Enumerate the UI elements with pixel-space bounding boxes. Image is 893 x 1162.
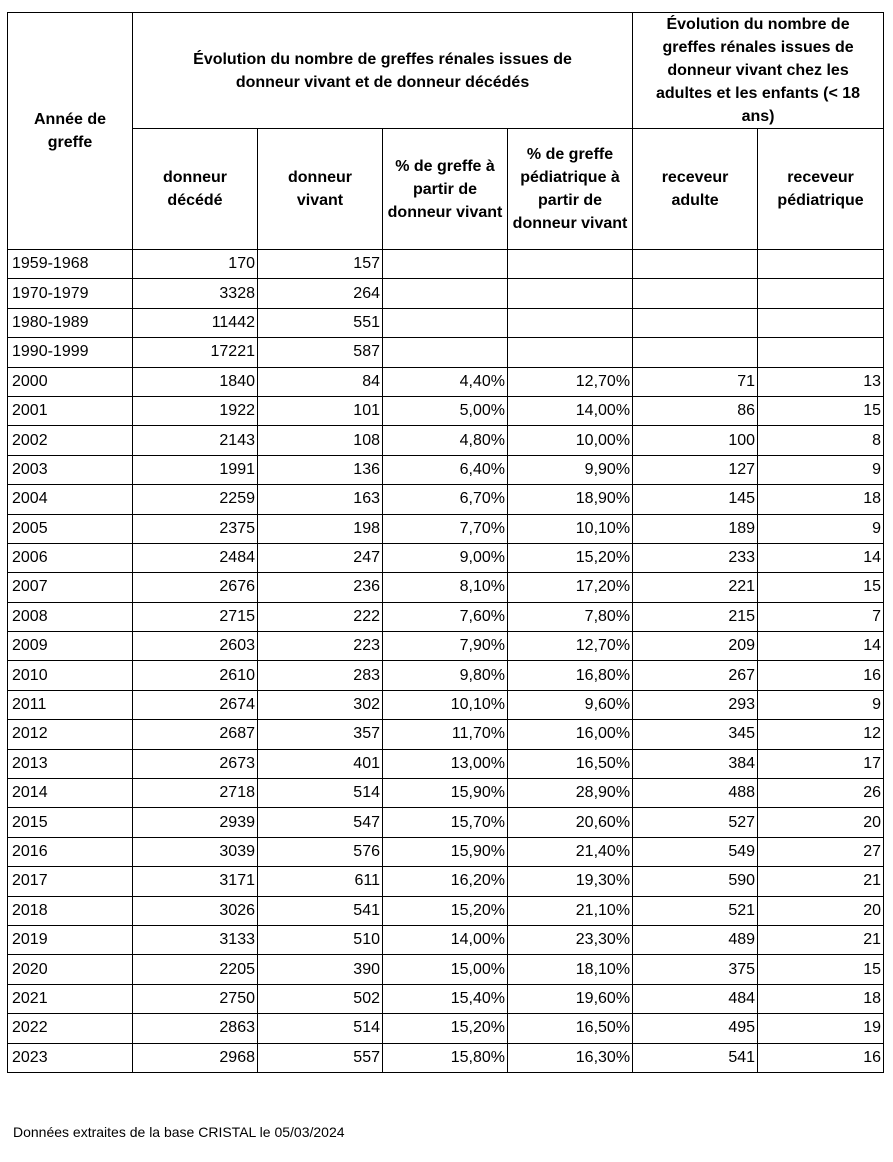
value-cell: 21,40%	[508, 837, 633, 866]
table-row	[8, 749, 884, 778]
year-cell: 2010	[8, 661, 133, 690]
subheader-deceased-donor: donneur décédé	[133, 129, 258, 250]
table-row	[8, 1014, 884, 1043]
value-cell: 1840	[133, 367, 258, 396]
value-cell: 2750	[133, 984, 258, 1013]
table-header	[8, 13, 884, 250]
value-cell: 20	[758, 808, 884, 837]
table-row	[8, 632, 884, 661]
value-cell: 9,00%	[383, 543, 508, 572]
value-cell: 27	[758, 837, 884, 866]
year-cell: 2022	[8, 1014, 133, 1043]
table-row	[8, 543, 884, 572]
value-cell: 264	[258, 279, 383, 308]
table-row	[8, 867, 884, 896]
value-cell: 19,30%	[508, 867, 633, 896]
value-cell: 345	[633, 720, 758, 749]
table-row	[8, 955, 884, 984]
value-cell: 18,90%	[508, 485, 633, 514]
table-row	[8, 455, 884, 484]
value-cell: 15,20%	[383, 1014, 508, 1043]
year-cell: 2019	[8, 925, 133, 954]
value-cell: 16,80%	[508, 661, 633, 690]
year-cell: 2012	[8, 720, 133, 749]
value-cell: 576	[258, 837, 383, 866]
value-cell: 223	[258, 632, 383, 661]
table-row	[8, 779, 884, 808]
value-cell: 12,70%	[508, 632, 633, 661]
value-cell: 2718	[133, 779, 258, 808]
value-cell: 3133	[133, 925, 258, 954]
value-cell: 16,20%	[383, 867, 508, 896]
value-cell: 236	[258, 573, 383, 602]
value-cell: 2375	[133, 514, 258, 543]
value-cell: 2143	[133, 426, 258, 455]
value-cell	[508, 250, 633, 279]
value-cell: 108	[258, 426, 383, 455]
value-cell: 1991	[133, 455, 258, 484]
value-cell: 18,10%	[508, 955, 633, 984]
value-cell: 17	[758, 749, 884, 778]
table-row	[8, 308, 884, 337]
subheader-pediatric-recipient: receveur pédiatrique	[758, 129, 884, 250]
value-cell: 71	[633, 367, 758, 396]
value-cell: 28,90%	[508, 779, 633, 808]
value-cell: 2673	[133, 749, 258, 778]
value-cell: 15,90%	[383, 837, 508, 866]
value-cell: 3039	[133, 837, 258, 866]
table-row	[8, 602, 884, 631]
value-cell: 157	[258, 250, 383, 279]
value-cell: 502	[258, 984, 383, 1013]
year-cell: 1959-1968	[8, 250, 133, 279]
value-cell: 384	[633, 749, 758, 778]
value-cell	[758, 250, 884, 279]
value-cell: 86	[633, 396, 758, 425]
value-cell	[508, 338, 633, 367]
table-row	[8, 279, 884, 308]
data-table	[7, 12, 884, 1073]
value-cell: 10,10%	[383, 690, 508, 719]
value-cell: 6,40%	[383, 455, 508, 484]
value-cell: 6,70%	[383, 485, 508, 514]
table-row	[8, 925, 884, 954]
value-cell: 15,90%	[383, 779, 508, 808]
value-cell: 16,50%	[508, 1014, 633, 1043]
value-cell: 7,70%	[383, 514, 508, 543]
value-cell: 375	[633, 955, 758, 984]
value-cell: 233	[633, 543, 758, 572]
value-cell: 2863	[133, 1014, 258, 1043]
value-cell: 7,60%	[383, 602, 508, 631]
value-cell: 10,00%	[508, 426, 633, 455]
year-cell: 2001	[8, 396, 133, 425]
value-cell: 15,40%	[383, 984, 508, 1013]
value-cell: 401	[258, 749, 383, 778]
value-cell: 12,70%	[508, 367, 633, 396]
year-cell: 2013	[8, 749, 133, 778]
value-cell: 18	[758, 485, 884, 514]
value-cell: 541	[633, 1043, 758, 1072]
value-cell: 136	[258, 455, 383, 484]
value-cell	[633, 250, 758, 279]
year-cell: 2003	[8, 455, 133, 484]
value-cell: 16,50%	[508, 749, 633, 778]
year-cell: 1990-1999	[8, 338, 133, 367]
value-cell: 293	[633, 690, 758, 719]
subheader-adult-recipient: receveur adulte	[633, 129, 758, 250]
value-cell: 547	[258, 808, 383, 837]
value-cell: 557	[258, 1043, 383, 1072]
value-cell: 19,60%	[508, 984, 633, 1013]
value-cell: 2939	[133, 808, 258, 837]
value-cell: 18	[758, 984, 884, 1013]
value-cell: 484	[633, 984, 758, 1013]
value-cell: 11,70%	[383, 720, 508, 749]
year-cell: 2014	[8, 779, 133, 808]
value-cell: 209	[633, 632, 758, 661]
value-cell: 489	[633, 925, 758, 954]
subheader-pct-pediatric: % de greffe pédiatrique à partir de donneur vivant	[508, 129, 633, 250]
value-cell: 14,00%	[383, 925, 508, 954]
value-cell: 11442	[133, 308, 258, 337]
value-cell: 14,00%	[508, 396, 633, 425]
value-cell: 14	[758, 543, 884, 572]
value-cell: 127	[633, 455, 758, 484]
year-cell: 2015	[8, 808, 133, 837]
value-cell: 215	[633, 602, 758, 631]
value-cell: 2687	[133, 720, 258, 749]
value-cell: 247	[258, 543, 383, 572]
value-cell: 12	[758, 720, 884, 749]
year-cell: 2004	[8, 485, 133, 514]
value-cell: 198	[258, 514, 383, 543]
value-cell: 2205	[133, 955, 258, 984]
table-row	[8, 573, 884, 602]
value-cell: 2674	[133, 690, 258, 719]
value-cell: 3026	[133, 896, 258, 925]
value-cell: 19	[758, 1014, 884, 1043]
value-cell: 26	[758, 779, 884, 808]
value-cell	[758, 279, 884, 308]
year-cell: 2000	[8, 367, 133, 396]
value-cell	[383, 308, 508, 337]
value-cell: 495	[633, 1014, 758, 1043]
value-cell: 590	[633, 867, 758, 896]
value-cell: 15,00%	[383, 955, 508, 984]
table-row	[8, 396, 884, 425]
value-cell	[383, 338, 508, 367]
value-cell: 488	[633, 779, 758, 808]
value-cell: 551	[258, 308, 383, 337]
value-cell: 100	[633, 426, 758, 455]
table-row	[8, 367, 884, 396]
table-row	[8, 338, 884, 367]
value-cell: 357	[258, 720, 383, 749]
value-cell: 587	[258, 338, 383, 367]
table-row	[8, 250, 884, 279]
value-cell: 611	[258, 867, 383, 896]
value-cell: 163	[258, 485, 383, 514]
value-cell: 21	[758, 867, 884, 896]
year-cell: 2020	[8, 955, 133, 984]
year-cell: 2009	[8, 632, 133, 661]
value-cell: 145	[633, 485, 758, 514]
value-cell: 267	[633, 661, 758, 690]
value-cell: 9	[758, 455, 884, 484]
value-cell: 549	[633, 837, 758, 866]
table-row	[8, 837, 884, 866]
value-cell: 221	[633, 573, 758, 602]
value-cell	[383, 279, 508, 308]
value-cell: 8	[758, 426, 884, 455]
value-cell: 527	[633, 808, 758, 837]
value-cell: 15	[758, 573, 884, 602]
value-cell: 16,30%	[508, 1043, 633, 1072]
value-cell: 170	[133, 250, 258, 279]
footer-note: Données extraites de la base CRISTAL le 05/03/2024	[13, 1124, 345, 1140]
value-cell: 541	[258, 896, 383, 925]
value-cell: 2484	[133, 543, 258, 572]
year-cell: 2011	[8, 690, 133, 719]
value-cell: 7,90%	[383, 632, 508, 661]
year-cell: 1980-1989	[8, 308, 133, 337]
value-cell: 21	[758, 925, 884, 954]
value-cell: 13	[758, 367, 884, 396]
year-cell: 2006	[8, 543, 133, 572]
value-cell: 15,80%	[383, 1043, 508, 1072]
year-column-header: Année de greffe	[8, 13, 133, 250]
value-cell: 9	[758, 514, 884, 543]
value-cell: 1922	[133, 396, 258, 425]
value-cell: 390	[258, 955, 383, 984]
year-cell: 2021	[8, 984, 133, 1013]
value-cell: 21,10%	[508, 896, 633, 925]
year-cell: 1970-1979	[8, 279, 133, 308]
year-cell: 2018	[8, 896, 133, 925]
table-row	[8, 1043, 884, 1072]
value-cell: 7,80%	[508, 602, 633, 631]
table-row	[8, 661, 884, 690]
value-cell: 9,60%	[508, 690, 633, 719]
value-cell: 15	[758, 955, 884, 984]
value-cell: 8,10%	[383, 573, 508, 602]
year-cell: 2008	[8, 602, 133, 631]
value-cell: 20	[758, 896, 884, 925]
table-body	[8, 250, 884, 1073]
value-cell: 9,90%	[508, 455, 633, 484]
year-cell: 2007	[8, 573, 133, 602]
table-row	[8, 485, 884, 514]
value-cell: 84	[258, 367, 383, 396]
value-cell: 17,20%	[508, 573, 633, 602]
value-cell: 4,80%	[383, 426, 508, 455]
year-cell: 2023	[8, 1043, 133, 1072]
value-cell: 3171	[133, 867, 258, 896]
value-cell: 13,00%	[383, 749, 508, 778]
value-cell: 15,70%	[383, 808, 508, 837]
value-cell: 189	[633, 514, 758, 543]
value-cell	[508, 279, 633, 308]
value-cell: 521	[633, 896, 758, 925]
value-cell	[508, 308, 633, 337]
value-cell: 16	[758, 661, 884, 690]
value-cell: 9	[758, 690, 884, 719]
value-cell: 15,20%	[508, 543, 633, 572]
value-cell: 2968	[133, 1043, 258, 1072]
value-cell: 4,40%	[383, 367, 508, 396]
table-row	[8, 514, 884, 543]
value-cell	[383, 250, 508, 279]
value-cell: 2676	[133, 573, 258, 602]
table-row	[8, 426, 884, 455]
value-cell: 2259	[133, 485, 258, 514]
table-row	[8, 720, 884, 749]
subheader-living-donor: donneur vivant	[258, 129, 383, 250]
value-cell: 23,30%	[508, 925, 633, 954]
value-cell: 222	[258, 602, 383, 631]
value-cell: 283	[258, 661, 383, 690]
value-cell: 10,10%	[508, 514, 633, 543]
value-cell	[758, 308, 884, 337]
year-cell: 2002	[8, 426, 133, 455]
value-cell	[633, 338, 758, 367]
value-cell: 510	[258, 925, 383, 954]
value-cell: 514	[258, 779, 383, 808]
value-cell: 2610	[133, 661, 258, 690]
value-cell: 302	[258, 690, 383, 719]
value-cell: 5,00%	[383, 396, 508, 425]
value-cell	[633, 279, 758, 308]
value-cell: 514	[258, 1014, 383, 1043]
value-cell: 16,00%	[508, 720, 633, 749]
year-cell: 2016	[8, 837, 133, 866]
value-cell: 9,80%	[383, 661, 508, 690]
value-cell: 16	[758, 1043, 884, 1072]
value-cell: 17221	[133, 338, 258, 367]
table-row	[8, 808, 884, 837]
value-cell: 20,60%	[508, 808, 633, 837]
year-cell: 2005	[8, 514, 133, 543]
value-cell: 14	[758, 632, 884, 661]
value-cell	[633, 308, 758, 337]
group-header-living-deceased: Évolution du nombre de greffes rénales issues de donneur vivant et de donneur décédés	[133, 13, 633, 129]
subheader-pct-living: % de greffe à partir de donneur vivant	[383, 129, 508, 250]
table-row	[8, 896, 884, 925]
value-cell: 15,20%	[383, 896, 508, 925]
table-row	[8, 690, 884, 719]
group-header-adult-child: Évolution du nombre de greffes rénales issues de donneur vivant chez les adultes et les enfants (< 18 ans)	[633, 13, 884, 129]
value-cell: 7	[758, 602, 884, 631]
value-cell	[758, 338, 884, 367]
value-cell: 2603	[133, 632, 258, 661]
value-cell: 2715	[133, 602, 258, 631]
table-row	[8, 984, 884, 1013]
value-cell: 101	[258, 396, 383, 425]
year-cell: 2017	[8, 867, 133, 896]
value-cell: 3328	[133, 279, 258, 308]
value-cell: 15	[758, 396, 884, 425]
